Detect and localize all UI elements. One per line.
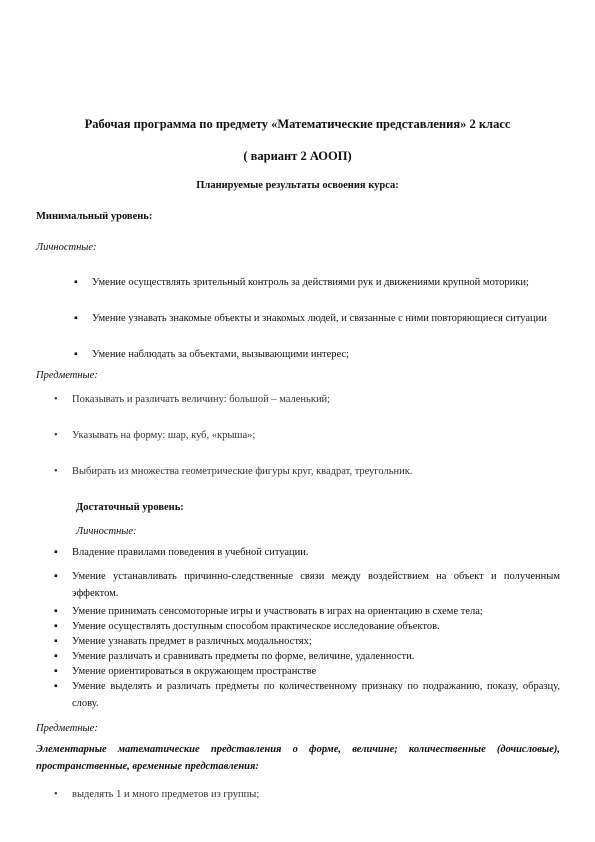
bullet-square-icon: ▪ [54,606,58,617]
list-item: ▪ Владение правилами поведения в учебной ситуации. [54,544,560,561]
list-item: ▪ Умение различать и сравнивать предметы по форме, величине, удаленности. [54,648,560,665]
list-item: ▪ Умение осуществлять зрительный контроль за действиями рук и движениями крупной моторики; [74,274,560,291]
bullet-square-icon: ▪ [54,621,58,632]
list-item: • Указывать на форму: шар, куб, «крыша»; [54,427,560,444]
list-item: ▪ Умение принимать сенсомоторные игры и участвовать в играх на ориентацию в схеме тела; [54,603,560,620]
min-personal-label: Личностные: [36,242,97,253]
list-item: • выделять 1 и много предметов из группы; [54,786,560,803]
bullet-square-icon: ▪ [74,349,78,360]
bullet-dot-icon: • [54,394,58,405]
min-subject-label: Предметные: [36,370,98,381]
bullet-square-icon: ▪ [54,666,58,677]
list-item: ▪ Умение узнавать предмет в различных модальностях; [54,633,560,650]
bullet-square-icon: ▪ [54,681,58,692]
list-item: ▪ Умение выделять и различать предметы по количественному признаку по подражанию, показу, образцу, слову. [54,678,560,712]
bullet-square-icon: ▪ [54,651,58,662]
bullet-dot-icon: • [54,466,58,477]
suff-personal-label: Личностные: [76,526,137,537]
suff-level-heading: Достаточный уровень: [76,502,184,513]
list-item: ▪ Умение осуществлять доступным способом практическое исследование объектов. [54,618,560,635]
document-title: Рабочая программа по предмету «Математические представления» 2 класс [84,117,511,131]
list-item: • Показывать и различать величину: большой – маленький; [54,391,560,408]
bullet-square-icon: ▪ [54,547,58,558]
bullet-square-icon: ▪ [74,277,78,288]
bullet-square-icon: ▪ [74,313,78,324]
list-item: • Выбирать из множества геометрические фигуры круг, квадрат, треугольник. [54,463,560,480]
section-subtitle: Планируемые результаты освоения курса: [196,180,399,191]
subject-intro: Элементарные математические представления о форме, величине; количественные (дочисловые), пространственные, временные представления: [36,744,560,772]
min-level-heading: Минимальный уровень: [36,211,153,222]
suff-subject-label: Предметные: [36,723,98,734]
bullet-square-icon: ▪ [54,571,58,582]
list-item: ▪ Умение ориентироваться в окружающем пространстве [54,663,560,680]
bullet-square-icon: ▪ [54,636,58,647]
list-item: ▪ Умение наблюдать за объектами, вызывающими интерес; [74,346,560,363]
bullet-dot-icon: • [54,430,58,441]
list-item: ▪ Умение узнавать знакомые объекты и знакомых людей, и связанные с ними повторяющиеся ситуации [74,310,560,327]
document-title-variant: ( вариант 2 АООП) [243,149,352,163]
bullet-dot-icon: • [54,789,58,800]
list-item: ▪ Умение устанавливать причинно-следственные связи между воздействием на объект и полученным эффектом. [54,568,560,602]
